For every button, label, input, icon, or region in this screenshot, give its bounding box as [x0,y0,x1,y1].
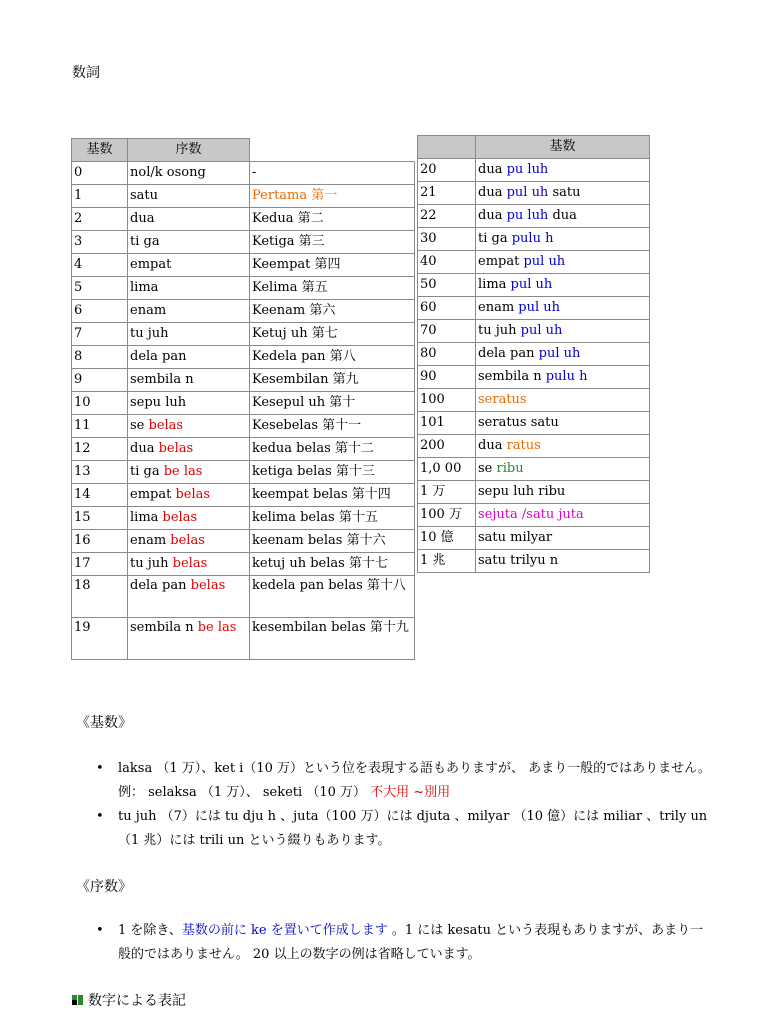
number-cell: 100 [418,389,476,412]
cardinal-segment: lima [478,277,511,292]
ordinal-segment: keenam belas 第十六 [252,533,386,548]
cardinal-cell [476,550,650,573]
cardinal-segment: belas [172,556,208,571]
table-row [418,251,650,274]
numeric-notation-heading [72,990,186,1010]
section-heading-ordinal: 《序数》 [76,879,132,895]
cardinal-segment: pu luh [506,162,549,177]
cardinal-segment: lima [130,510,163,525]
cardinal-segment: dua [548,208,577,223]
cardinal-segment: enam [478,300,519,315]
note-segment: 1 を除き、 [118,923,182,938]
cardinal-segment: sembila n [130,620,198,635]
cardinal-cell [476,504,650,527]
cardinal-segment: sepu luh [130,395,187,410]
ordinal-cell [250,438,415,461]
cardinal-cell [128,530,250,553]
cardinal-segment: satu milyar [478,530,553,545]
number-cell: 80 [418,343,476,366]
cardinal-segment: ti ga [130,464,164,479]
cardinal-cell [128,300,250,323]
ordinal-segment: kelima belas 第十五 [252,510,378,525]
cardinal-segment: belas [190,578,226,593]
table-row [418,458,650,481]
table-row [418,343,650,366]
cardinal-segment: sembila n [478,369,546,384]
number-cell: 21 [418,182,476,205]
ordinal-cell [250,530,415,553]
ordinal-cell [250,369,415,392]
header-cardinal: 基数 [72,139,128,162]
table-row [72,461,415,484]
number-cell: 70 [418,320,476,343]
cardinal-segment: tu juh [130,326,169,341]
number-cell: 5 [72,277,128,300]
table-header-row [72,139,415,162]
number-cell: 4 [72,254,128,277]
cardinal-cell [128,438,250,461]
table-row [418,182,650,205]
ordinal-notes [96,919,716,967]
cardinal-cell [128,392,250,415]
cardinal-segment: satu trilyu n [478,553,559,568]
cardinal-segment: ribu [496,461,524,476]
table-row [72,254,415,277]
cardinal-cell [476,343,650,366]
table-row [72,323,415,346]
ordinal-cell [250,576,415,618]
table-row [72,553,415,576]
number-cell: 20 [418,159,476,182]
ordinal-cell [250,162,415,185]
number-cell: 1 兆 [418,550,476,573]
ordinal-cell [250,507,415,530]
section-heading-cardinal: 《基数》 [76,715,132,731]
table-row [418,504,650,527]
cardinal-segment: be las [197,620,237,635]
ordinal-segment: ketuj uh belas 第十七 [252,556,388,571]
number-cell: 7 [72,323,128,346]
cardinal-cell [476,182,650,205]
cardinal-segment: pul uh [506,185,549,200]
cardinal-segment: belas [175,487,211,502]
header-cardinal: 基数 [476,136,650,159]
cardinal-cell [476,320,650,343]
cardinal-segment: belas [162,510,198,525]
table-row [418,550,650,573]
ordinal-segment: Kesepul uh 第十 [252,395,356,410]
number-cell: 22 [418,205,476,228]
cardinal-segment: enam [130,533,171,548]
cardinal-segment: sembila n [130,372,194,387]
cardinal-cell [476,297,650,320]
cardinal-cell [476,251,650,274]
cardinal-segment: dua [130,441,159,456]
table-row [72,162,415,185]
number-cell: 10 億 [418,527,476,550]
ordinal-cell [250,553,415,576]
table-row [418,366,650,389]
table-row [418,274,650,297]
cardinal-cell [476,389,650,412]
cardinal-segment: dua [478,162,507,177]
cardinal-segment: satu [130,188,159,203]
cardinal-segment: pu luh [506,208,549,223]
number-cell: 17 [72,553,128,576]
ordinal-cell [250,461,415,484]
number-cell: 1,0 00 [418,458,476,481]
cardinal-cell [476,159,650,182]
cardinal-segment: dua [478,438,507,453]
cardinal-segment: empat [130,487,176,502]
cardinal-segment: be las [163,464,203,479]
cardinal-segment: dua [130,211,155,226]
cardinal-cell [476,527,650,550]
table-row [72,576,415,618]
cardinal-cell [128,346,250,369]
number-cell: 1 万 [418,481,476,504]
number-cell: 13 [72,461,128,484]
cardinal-cell [476,458,650,481]
number-cell: 1 [72,185,128,208]
ordinal-table [71,138,415,660]
ordinal-cell [250,484,415,507]
cardinal-segment: pul uh [518,300,561,315]
ordinal-segment: keempat belas 第十四 [252,487,391,502]
table-row [72,392,415,415]
ordinal-cell [250,392,415,415]
cardinal-cell [128,369,250,392]
cardinal-cell [128,484,250,507]
bullet-icon: • [96,809,104,824]
table-header-row [418,136,650,159]
cardinal-segment: dela pan [130,349,187,364]
ordinal-cell [250,277,415,300]
table-row [72,185,415,208]
number-cell: 0 [72,162,128,185]
table-row [72,530,415,553]
cardinal-segment: pulu h [511,231,554,246]
cardinal-cell [476,435,650,458]
table-row [418,320,650,343]
cardinal-segment: seratus satu [478,415,559,430]
ordinal-segment: Keenam 第六 [252,303,336,318]
number-cell: 19 [72,618,128,660]
cardinal-segment: lima [130,280,159,295]
cardinal-cell [128,576,250,618]
number-cell: 12 [72,438,128,461]
number-cell: 50 [418,274,476,297]
table-row [418,297,650,320]
table-row [72,369,415,392]
number-cell: 2 [72,208,128,231]
numeric-heading-label: 数字による表記 [88,993,186,1009]
cardinal-segment: ratus [506,438,541,453]
cardinal-segment: sejuta /satu juta [478,507,584,522]
cardinal-cell [476,366,650,389]
ordinal-segment: Kedela pan 第八 [252,349,356,364]
cardinal-segment: ti ga [478,231,512,246]
cardinal-segment: tu juh [130,556,173,571]
ordinal-segment: Ketiga 第三 [252,234,325,249]
cardinal-cell [128,231,250,254]
ordinal-segment: Kesembilan 第九 [252,372,359,387]
bullet-icon: • [96,761,104,776]
table-row [418,159,650,182]
cardinal-segment: pul uh [523,254,566,269]
cardinal-cell [128,461,250,484]
page-title: 数詞 [72,65,100,81]
cardinal-segment: pul uh [510,277,553,292]
table-row [418,389,650,412]
cardinal-cell [128,254,250,277]
list-item [96,805,716,853]
ordinal-segment: kedela pan belas 第十八 [252,578,406,593]
number-cell: 3 [72,231,128,254]
bullet-icon: • [96,923,104,938]
table-row [418,527,650,550]
cardinal-notes [96,757,716,853]
list-item [96,919,716,967]
cardinal-segment: se [130,418,149,433]
number-cell: 11 [72,415,128,438]
table-row [418,205,650,228]
cardinal-cell [476,481,650,504]
header-empty [250,139,415,162]
ordinal-segment: Keempat 第四 [252,257,341,272]
cardinal-segment: empat [478,254,524,269]
number-cell: 60 [418,297,476,320]
ordinal-cell [250,231,415,254]
cardinal-segment: dua [478,208,507,223]
ordinal-cell [250,346,415,369]
table-row [72,415,415,438]
cardinal-cell [476,205,650,228]
header-ordinal: 序数 [128,139,250,162]
ordinal-segment: kesembilan belas 第十九 [252,620,409,635]
number-cell: 101 [418,412,476,435]
table-row [418,228,650,251]
table-row [72,208,415,231]
cardinal-cell [128,323,250,346]
cardinal-segment: pul uh [520,323,563,338]
table-row [72,300,415,323]
cardinal-cell [128,618,250,660]
cardinal-cell [128,415,250,438]
cardinal-cell [476,274,650,297]
cardinal-segment: belas [158,441,194,456]
table-row [72,484,415,507]
ordinal-segment: Ketuj uh 第七 [252,326,338,341]
ordinal-cell [250,300,415,323]
ordinal-cell [250,415,415,438]
number-cell: 100 万 [418,504,476,527]
number-cell: 40 [418,251,476,274]
table-row [72,231,415,254]
cardinal-segment: pul uh [538,346,581,361]
cardinal-cell [476,228,650,251]
ordinal-cell [250,254,415,277]
ordinal-cell [250,618,415,660]
number-cell: 30 [418,228,476,251]
note-segment: tu juh （7）には tu dju h 、juta（100 万）には djuta 、milyar （10 億）には miliar 、trily un（1 兆）には trili un という綴りもあります。 [118,809,708,848]
cardinal-cell [476,412,650,435]
cardinal-segment: pulu h [545,369,588,384]
table-row [418,412,650,435]
cardinal-cell [128,507,250,530]
ordinal-cell [250,208,415,231]
list-item [96,757,716,805]
cardinal-segment: enam [130,303,167,318]
number-cell: 8 [72,346,128,369]
header-empty [418,136,476,159]
cardinal-table [417,135,650,573]
cardinal-segment: empat [130,257,172,272]
note-segment: 基数の前に ke を置いて作成します [181,923,388,938]
number-cell: 18 [72,576,128,618]
number-cell: 14 [72,484,128,507]
cardinal-cell [128,208,250,231]
cardinal-cell [128,553,250,576]
cardinal-segment: sepu luh ribu [478,484,566,499]
ordinal-segment: - [252,165,257,180]
ordinal-segment: Kedua 第二 [252,211,324,226]
cardinal-segment: seratus [478,392,527,407]
note-segment: laksa （1 万）、ket i（10 万）という位を表現する語もありますが、 あまり一般的ではありません。例： selaksa （1 万）、 seketi （10 万） [118,761,711,800]
cardinal-cell [128,185,250,208]
table-row [72,507,415,530]
cardinal-segment: dela pan [130,578,191,593]
number-cell: 10 [72,392,128,415]
cardinal-cell [128,277,250,300]
table-row [72,438,415,461]
number-cell: 6 [72,300,128,323]
number-cell: 90 [418,366,476,389]
cardinal-segment: belas [170,533,205,548]
ordinal-segment: kedua belas 第十二 [252,441,374,456]
ordinal-segment: Pertama 第一 [252,188,338,203]
table-row [418,481,650,504]
table-row [72,618,415,660]
ordinal-cell [250,323,415,346]
bullet-square-icon [72,995,84,1005]
table-row [418,435,650,458]
cardinal-cell [128,162,250,185]
note-segment: 不大用 ~別用 [370,785,451,800]
cardinal-segment: dua [478,185,507,200]
cardinal-segment: nol/k osong [130,165,206,180]
table-row [72,277,415,300]
note-segment: 。1 には kesatu という表現もありますが、あまり一般的ではありません。 20 以上の数字の例は省略しています。 [118,923,704,962]
cardinal-segment: se [478,461,497,476]
number-cell: 15 [72,507,128,530]
cardinal-segment: ti ga [130,234,160,249]
cardinal-segment: dela pan [478,346,539,361]
cardinal-segment: tu juh [478,323,521,338]
ordinal-segment: Kelima 第五 [252,280,328,295]
ordinal-cell [250,185,415,208]
cardinal-segment: satu [548,185,581,200]
ordinal-segment: ketiga belas 第十三 [252,464,375,479]
number-cell: 200 [418,435,476,458]
number-cell: 9 [72,369,128,392]
table-row [72,346,415,369]
number-cell: 16 [72,530,128,553]
cardinal-segment: belas [148,418,184,433]
ordinal-segment: Kesebelas 第十一 [252,418,362,433]
